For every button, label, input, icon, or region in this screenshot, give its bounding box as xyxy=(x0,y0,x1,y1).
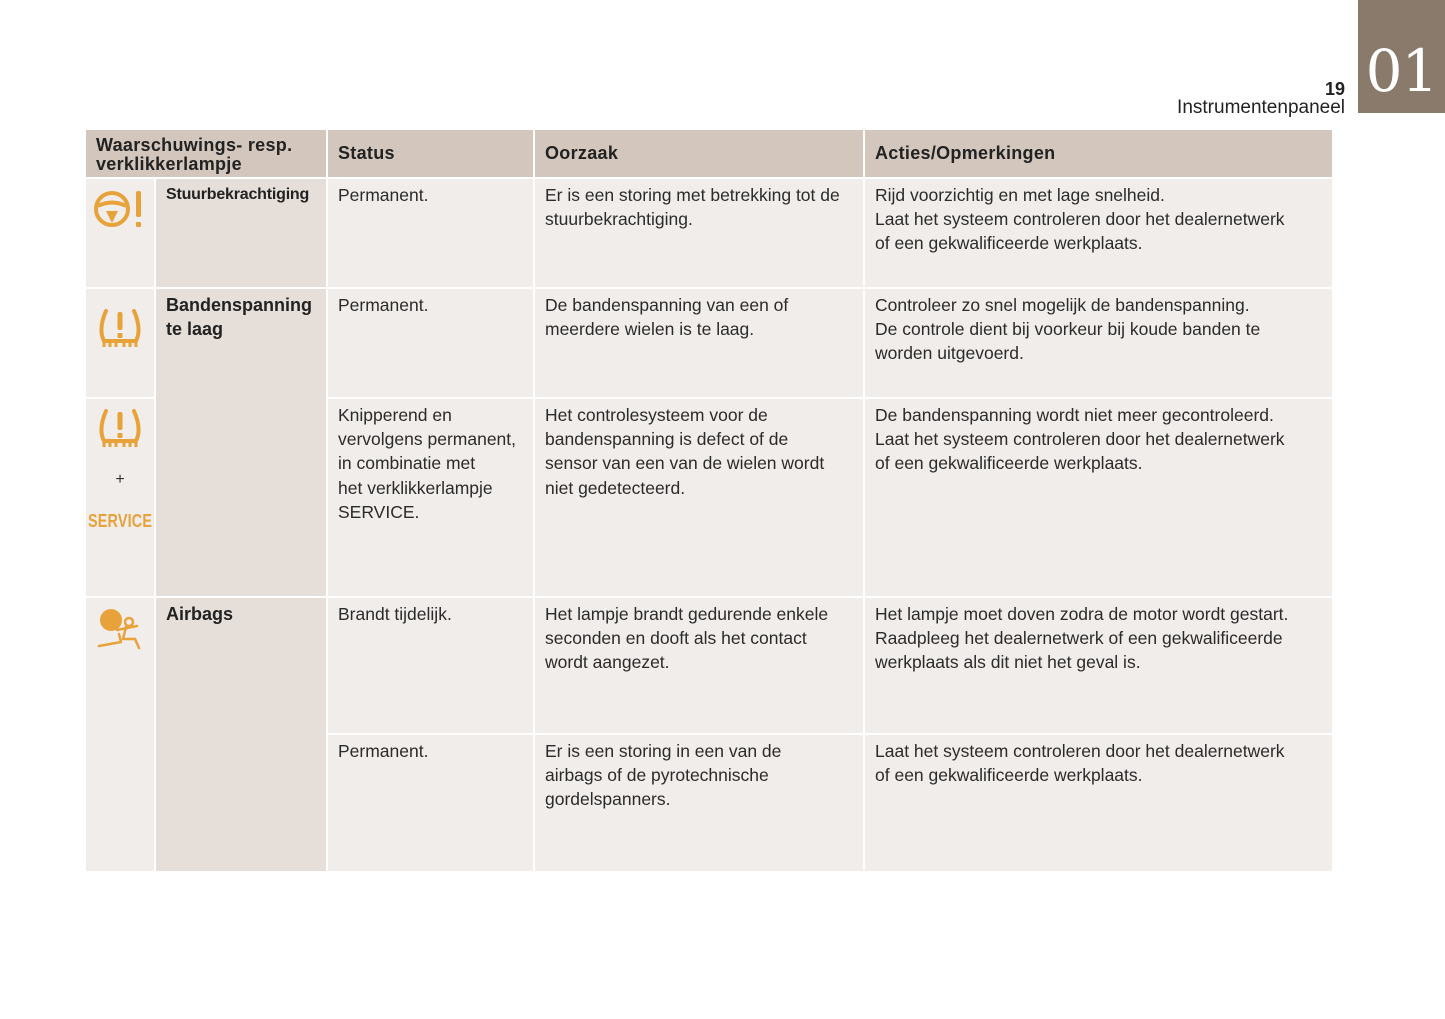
column-header-lamp-line: verklikkerlampje xyxy=(96,153,242,174)
status-cell xyxy=(328,399,533,596)
lamp-icon-cell xyxy=(86,399,154,596)
action-text: werkplaats als dit niet het geval is. xyxy=(875,652,1141,673)
cause-text: gordelspanners. xyxy=(545,789,671,810)
status-text: Permanent. xyxy=(338,295,429,315)
cause-text: niet gedetecteerd. xyxy=(545,477,686,498)
column-header-status: Status xyxy=(328,130,533,177)
status-cell xyxy=(328,289,533,397)
status-text: vervolgens permanent, xyxy=(338,429,517,450)
section-title: Instrumentenpaneel xyxy=(1177,97,1345,118)
steering-warning-icon xyxy=(92,187,148,231)
status-cell xyxy=(328,735,533,871)
action-cell xyxy=(865,289,1332,397)
cause-cell xyxy=(535,179,863,287)
cause-text: De bandenspanning van een of xyxy=(545,295,789,315)
tyre-pressure-icon xyxy=(96,307,144,353)
lamp-icon-cell xyxy=(86,289,154,397)
cause-text: Er is een storing in een van de xyxy=(545,741,782,761)
cause-text: wordt aangezet. xyxy=(545,652,670,673)
status-text: het verklikkerlampje xyxy=(338,477,493,498)
status-cell xyxy=(328,179,533,287)
cause-text: sensor van een van de wielen wordt xyxy=(545,453,825,474)
action-text: De controle dient bij voorkeur bij koude banden te xyxy=(875,319,1261,340)
lamp-label-airbags: Airbags xyxy=(156,598,326,871)
column-header-cause: Oorzaak xyxy=(535,130,863,177)
action-text: of een gekwalificeerde werkplaats. xyxy=(875,233,1143,254)
status-cell xyxy=(328,598,533,733)
column-header-lamp xyxy=(86,130,326,177)
plus-sign: + xyxy=(115,471,125,488)
airbag-icon xyxy=(95,606,145,652)
action-text: De bandenspanning wordt niet meer gecontroleerd. xyxy=(875,405,1274,425)
action-cell xyxy=(865,598,1332,733)
action-text: of een gekwalificeerde werkplaats. xyxy=(875,453,1143,474)
action-text: Laat het systeem controleren door het dealernetwerk xyxy=(875,741,1285,761)
status-text: SERVICE. xyxy=(338,501,420,522)
cause-text: stuurbekrachtiging. xyxy=(545,209,693,230)
cause-text: Het lampje brandt gedurende enkele xyxy=(545,604,829,624)
status-text: Permanent. xyxy=(338,741,429,761)
cause-text: Er is een storing met betrekking tot de xyxy=(545,185,840,205)
cause-text: bandenspanning is defect of de xyxy=(545,429,789,450)
action-cell xyxy=(865,399,1332,596)
lamp-label-stuurbekrachtiging: Stuurbekrachtiging xyxy=(156,179,326,287)
action-text: of een gekwalificeerde werkplaats. xyxy=(875,765,1143,786)
lamp-label-line: te laag xyxy=(166,319,224,340)
tyre-pressure-icon xyxy=(96,407,144,453)
action-text: Het lampje moet doven zodra de motor wordt gestart. xyxy=(875,604,1289,624)
action-cell xyxy=(865,735,1332,871)
action-text: worden uitgevoerd. xyxy=(875,343,1024,364)
action-text: Controleer zo snel mogelijk de bandenspanning. xyxy=(875,295,1250,315)
status-text: in combinatie met xyxy=(338,453,476,474)
column-header-lamp-line: Waarschuwings- resp. xyxy=(96,134,293,155)
cause-cell xyxy=(535,399,863,596)
lamp-label-line: Bandenspanning xyxy=(166,295,313,315)
action-cell xyxy=(865,179,1332,287)
chapter-tab: 01 xyxy=(1358,0,1445,113)
cause-text: seconden en dooft als het contact xyxy=(545,628,807,649)
cause-cell xyxy=(535,598,863,733)
cause-cell xyxy=(535,735,863,871)
lamp-label-bandenspanning xyxy=(156,289,326,596)
cause-cell xyxy=(535,289,863,397)
status-text: Knipperend en xyxy=(338,405,452,425)
action-text: Laat het systeem controleren door het dealernetwerk xyxy=(875,429,1285,450)
status-text: Brandt tijdelijk. xyxy=(338,604,452,624)
column-header-action: Acties/Opmerkingen xyxy=(865,130,1332,177)
warning-lamps-table xyxy=(86,130,1332,871)
action-text: Raadpleeg het dealernetwerk of een gekwalificeerde xyxy=(875,628,1283,649)
page-number: 19 xyxy=(1324,79,1345,99)
action-text: Rijd voorzichtig en met lage snelheid. xyxy=(875,185,1165,205)
lamp-icon-cell xyxy=(86,598,154,871)
cause-text: Het controlesysteem voor de xyxy=(545,405,768,425)
cause-text: meerdere wielen is te laag. xyxy=(545,319,755,340)
service-lamp-text: SERVICE xyxy=(87,511,153,531)
cause-text: airbags of de pyrotechnische xyxy=(545,765,769,786)
lamp-icon-cell xyxy=(86,179,154,287)
action-text: Laat het systeem controleren door het dealernetwerk xyxy=(875,209,1285,230)
status-text: Permanent. xyxy=(338,185,429,205)
